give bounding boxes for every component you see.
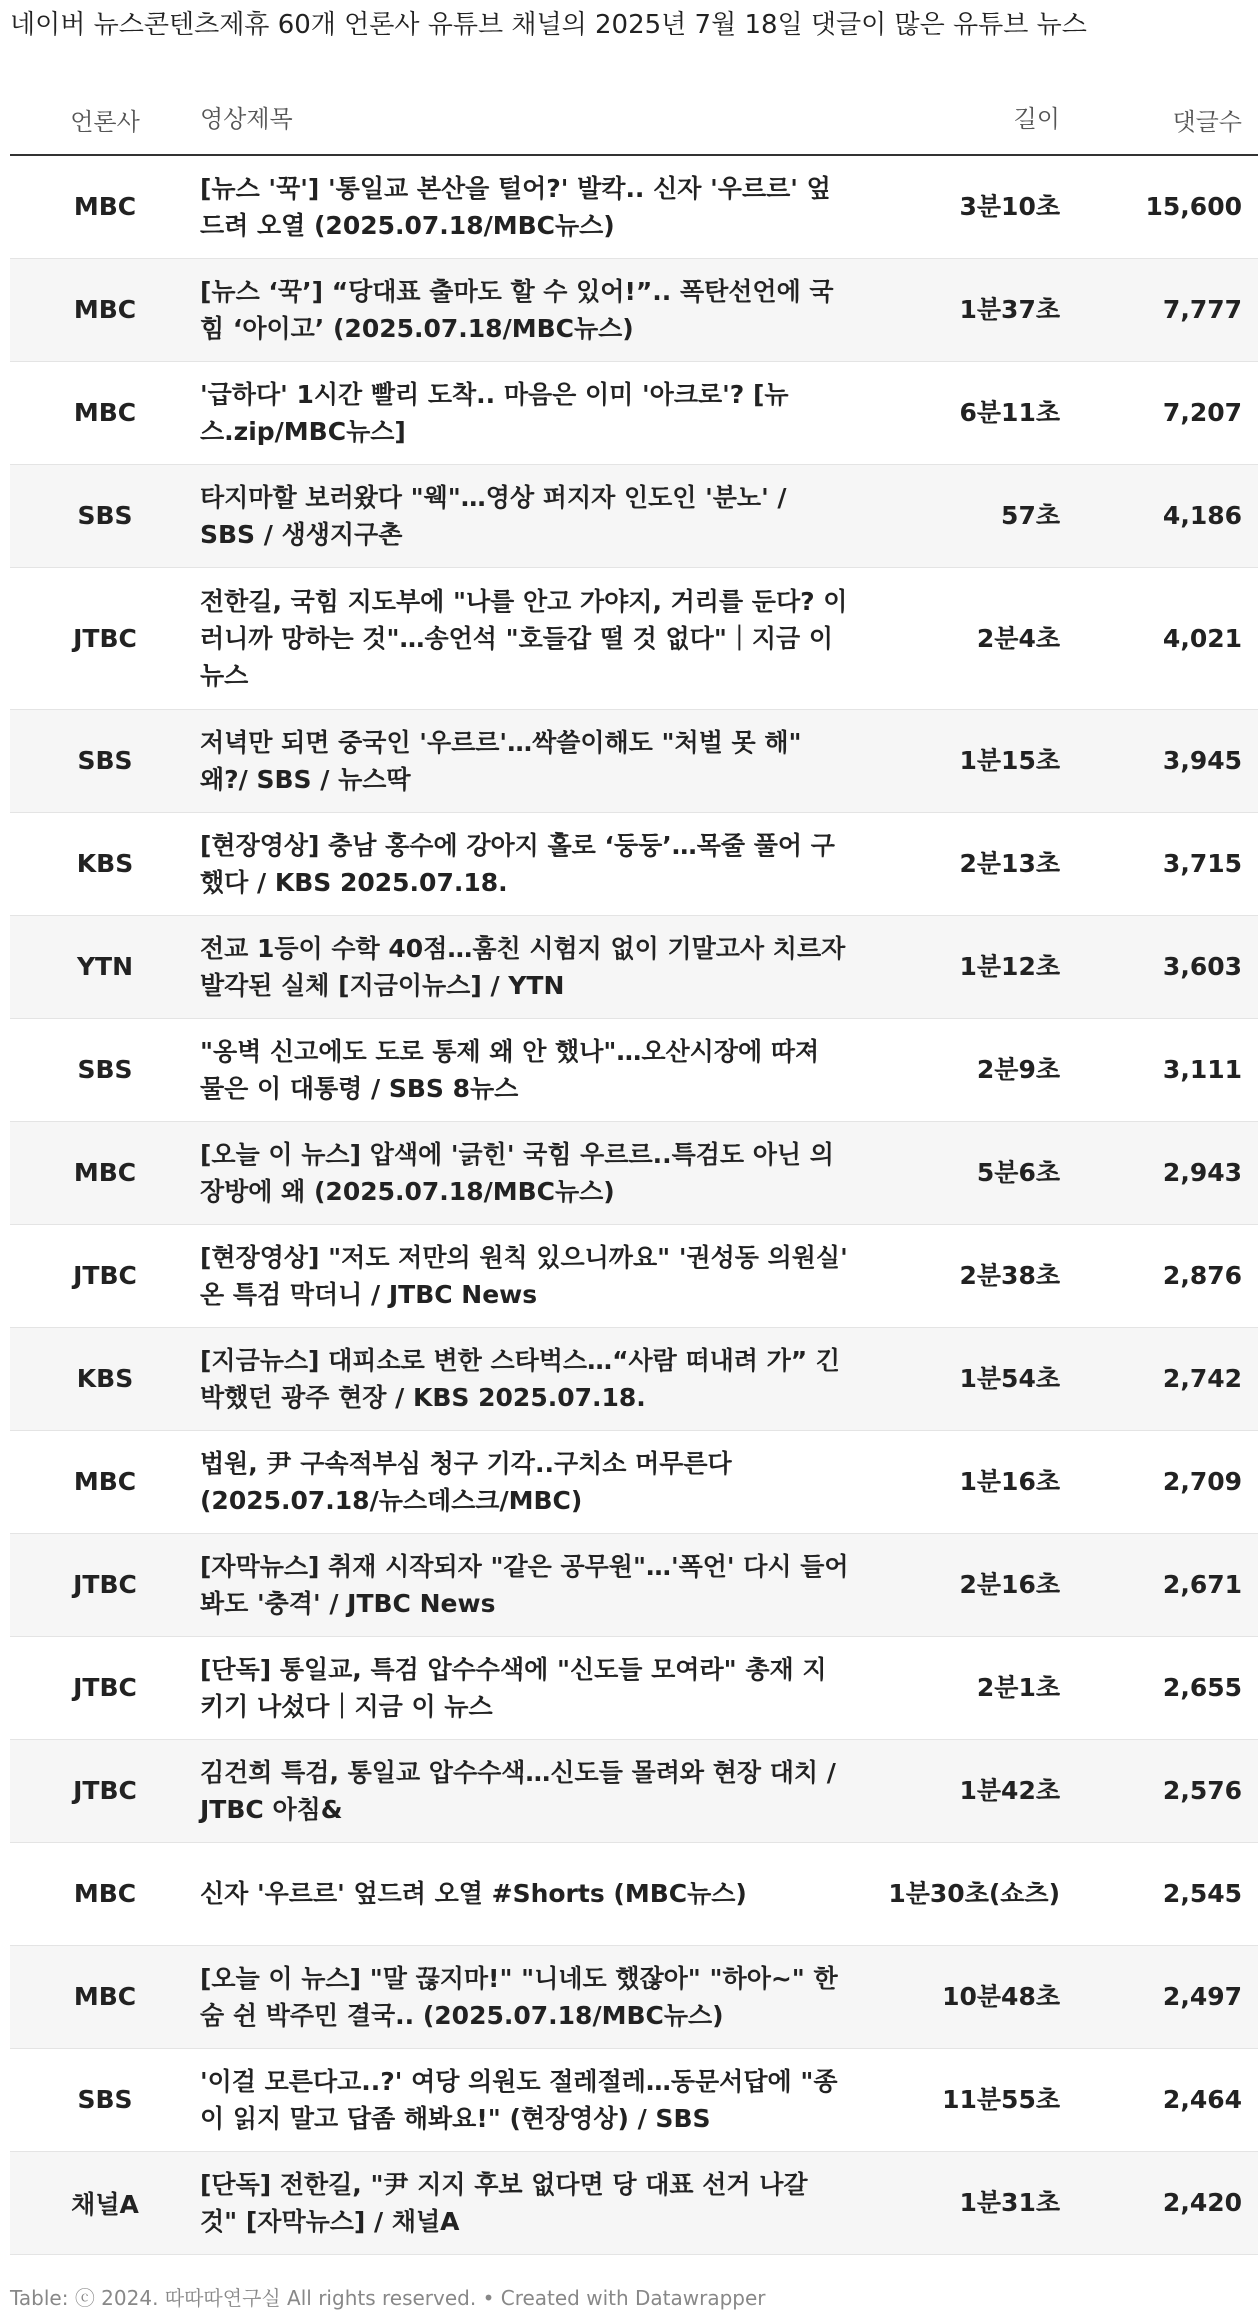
cell-comments: 2,671	[1082, 1533, 1258, 1636]
table-row	[10, 1327, 1258, 1430]
table-row	[10, 1533, 1258, 1636]
cell-title: 신자 '우르르' 엎드려 오열 #Shorts (MBC뉴스)	[200, 1842, 860, 1945]
cell-comments: 15,600	[1082, 155, 1258, 258]
cell-outlet: KBS	[10, 812, 200, 915]
table-row	[10, 1018, 1258, 1121]
cell-length: 1분15초	[860, 709, 1082, 812]
cell-comments: 2,655	[1082, 1636, 1258, 1739]
cell-comments: 2,576	[1082, 1739, 1258, 1842]
cell-title: [지금뉴스] 대피소로 변한 스타벅스…“사람 떠내려 가” 긴박했던 광주 현장 / KBS 2025.07.18.	[200, 1327, 860, 1430]
cell-outlet: MBC	[10, 361, 200, 464]
cell-length: 1분42초	[860, 1739, 1082, 1842]
table-row	[10, 464, 1258, 567]
cell-title: [뉴스 '꾹'] '통일교 본산을 털어?' 발칵.. 신자 '우르르' 엎드려 오열 (2025.07.18/MBC뉴스)	[200, 155, 860, 258]
cell-outlet: MBC	[10, 1945, 200, 2048]
cell-length: 2분9초	[860, 1018, 1082, 1121]
cell-title: 저녁만 되면 중국인 '우르르'…싹쓸이해도 "처벌 못 해" 왜?/ SBS / 뉴스딱	[200, 709, 860, 812]
cell-length: 1분54초	[860, 1327, 1082, 1430]
cell-comments: 3,111	[1082, 1018, 1258, 1121]
cell-length: 1분16초	[860, 1430, 1082, 1533]
cell-outlet: KBS	[10, 1327, 200, 1430]
cell-length: 10분48초	[860, 1945, 1082, 2048]
cell-length: 5분6초	[860, 1121, 1082, 1224]
cell-length: 11분55초	[860, 2048, 1082, 2151]
cell-length: 6분11초	[860, 361, 1082, 464]
cell-outlet: SBS	[10, 1018, 200, 1121]
cell-title: [현장영상] "저도 저만의 원칙 있으니까요" '권성동 의원실' 온 특검 막더니 / JTBC News	[200, 1224, 860, 1327]
table-row	[10, 1636, 1258, 1739]
cell-title: [오늘 이 뉴스] "말 끊지마!" "니네도 했잖아" "하아~" 한숨 쉰 박주민 결국.. (2025.07.18/MBC뉴스)	[200, 1945, 860, 2048]
table-row	[10, 1224, 1258, 1327]
cell-outlet: JTBC	[10, 1636, 200, 1739]
cell-outlet: MBC	[10, 1842, 200, 1945]
table-row	[10, 258, 1258, 361]
cell-length: 3분10초	[860, 155, 1082, 258]
cell-title: 법원, 尹 구속적부심 청구 기각..구치소 머무른다 (2025.07.18/뉴스데스크/MBC)	[200, 1430, 860, 1533]
cell-length: 1분30초(쇼츠)	[860, 1842, 1082, 1945]
cell-outlet: SBS	[10, 464, 200, 567]
cell-length: 2분4초	[860, 567, 1082, 709]
cell-comments: 2,545	[1082, 1842, 1258, 1945]
cell-title: "옹벽 신고에도 도로 통제 왜 안 했나"…오산시장에 따져 물은 이 대통령 / SBS 8뉴스	[200, 1018, 860, 1121]
cell-outlet: JTBC	[10, 567, 200, 709]
cell-comments: 3,945	[1082, 709, 1258, 812]
header-row	[10, 84, 1258, 155]
cell-length: 2분1초	[860, 1636, 1082, 1739]
cell-comments: 3,715	[1082, 812, 1258, 915]
cell-outlet: 채널A	[10, 2151, 200, 2254]
cell-title: 전교 1등이 수학 40점…훔친 시험지 없이 기말고사 치르자 발각된 실체 [지금이뉴스] / YTN	[200, 915, 860, 1018]
cell-outlet: YTN	[10, 915, 200, 1018]
cell-outlet: MBC	[10, 1430, 200, 1533]
table-row	[10, 812, 1258, 915]
cell-length: 1분12초	[860, 915, 1082, 1018]
table-row	[10, 709, 1258, 812]
cell-outlet: MBC	[10, 155, 200, 258]
cell-comments: 4,186	[1082, 464, 1258, 567]
cell-title: '이걸 모른다고..?' 여당 의원도 절레절레…동문서답에 "종이 읽지 말고 답좀 해봐요!" (현장영상) / SBS	[200, 2048, 860, 2151]
cell-comments: 2,943	[1082, 1121, 1258, 1224]
table-body	[10, 155, 1258, 2254]
cell-title: [뉴스 ‘꾹’] “당대표 출마도 할 수 있어!”.. 폭탄선언에 국힘 ‘아이고’ (2025.07.18/MBC뉴스)	[200, 258, 860, 361]
cell-outlet: SBS	[10, 2048, 200, 2151]
table-row	[10, 1430, 1258, 1533]
cell-comments: 2,876	[1082, 1224, 1258, 1327]
cell-comments: 7,207	[1082, 361, 1258, 464]
table-row	[10, 2151, 1258, 2254]
column-header-title[interactable]: 영상제목	[200, 84, 860, 155]
cell-title: 김건희 특검, 통일교 압수수색…신도들 몰려와 현장 대치 / JTBC 아침&	[200, 1739, 860, 1842]
cell-comments: 2,464	[1082, 2048, 1258, 2151]
cell-title: 타지마할 보러왔다 "웩"…영상 퍼지자 인도인 '분노' / SBS / 생생지구촌	[200, 464, 860, 567]
table-row	[10, 915, 1258, 1018]
cell-comments: 7,777	[1082, 258, 1258, 361]
cell-title: [현장영상] 충남 홍수에 강아지 홀로 ‘둥둥’…목줄 풀어 구했다 / KBS 2025.07.18.	[200, 812, 860, 915]
cell-comments: 2,420	[1082, 2151, 1258, 2254]
column-header-comments[interactable]: 댓글수	[1082, 84, 1258, 155]
cell-title: [자막뉴스] 취재 시작되자 "같은 공무원"…'폭언' 다시 들어봐도 '충격' / JTBC News	[200, 1533, 860, 1636]
cell-length: 2분13초	[860, 812, 1082, 915]
cell-title: [단독] 전한길, "尹 지지 후보 없다면 당 대표 선거 나갈 것" [자막뉴스] / 채널A	[200, 2151, 860, 2254]
table-row	[10, 1121, 1258, 1224]
cell-length: 57초	[860, 464, 1082, 567]
cell-length: 1분31초	[860, 2151, 1082, 2254]
chart-title: 네이버 뉴스콘텐츠제휴 60개 언론사 유튜브 채널의 2025년 7월 18일 댓글이 많은 유튜브 뉴스	[10, 10, 1087, 40]
table-row	[10, 1945, 1258, 2048]
cell-outlet: JTBC	[10, 1533, 200, 1636]
table-row	[10, 567, 1258, 709]
cell-comments: 4,021	[1082, 567, 1258, 709]
cell-comments: 2,742	[1082, 1327, 1258, 1430]
cell-comments: 3,603	[1082, 915, 1258, 1018]
table-footer: Table: ⓒ 2024. 따따따연구실 All rights reserved. • Created with Datawrapper	[10, 2286, 766, 2310]
table-row	[10, 1739, 1258, 1842]
cell-length: 1분37초	[860, 258, 1082, 361]
table-row	[10, 155, 1258, 258]
table-row	[10, 1842, 1258, 1945]
column-header-outlet[interactable]: 언론사	[10, 84, 200, 155]
cell-outlet: MBC	[10, 258, 200, 361]
cell-length: 2분38초	[860, 1224, 1082, 1327]
cell-title: [오늘 이 뉴스] 압색에 '긁힌' 국힘 우르르..특검도 아닌 의장방에 왜 (2025.07.18/MBC뉴스)	[200, 1121, 860, 1224]
data-table	[10, 84, 1258, 2255]
cell-outlet: SBS	[10, 709, 200, 812]
cell-title: '급하다' 1시간 빨리 도착.. 마음은 이미 '아크로'? [뉴스.zip/MBC뉴스]	[200, 361, 860, 464]
table-row	[10, 361, 1258, 464]
cell-title: [단독] 통일교, 특검 압수수색에 "신도들 모여라" 총재 지키기 나섰다｜지금 이 뉴스	[200, 1636, 860, 1739]
cell-outlet: JTBC	[10, 1739, 200, 1842]
table-row	[10, 2048, 1258, 2151]
cell-comments: 2,497	[1082, 1945, 1258, 2048]
cell-outlet: JTBC	[10, 1224, 200, 1327]
cell-length: 2분16초	[860, 1533, 1082, 1636]
column-header-length[interactable]: 길이	[860, 84, 1082, 155]
cell-title: 전한길, 국힘 지도부에 "나를 안고 가야지, 거리를 둔다? 이러니까 망하는 것"…송언석 "호들갑 떨 것 없다"｜지금 이 뉴스	[200, 567, 860, 709]
cell-outlet: MBC	[10, 1121, 200, 1224]
cell-comments: 2,709	[1082, 1430, 1258, 1533]
